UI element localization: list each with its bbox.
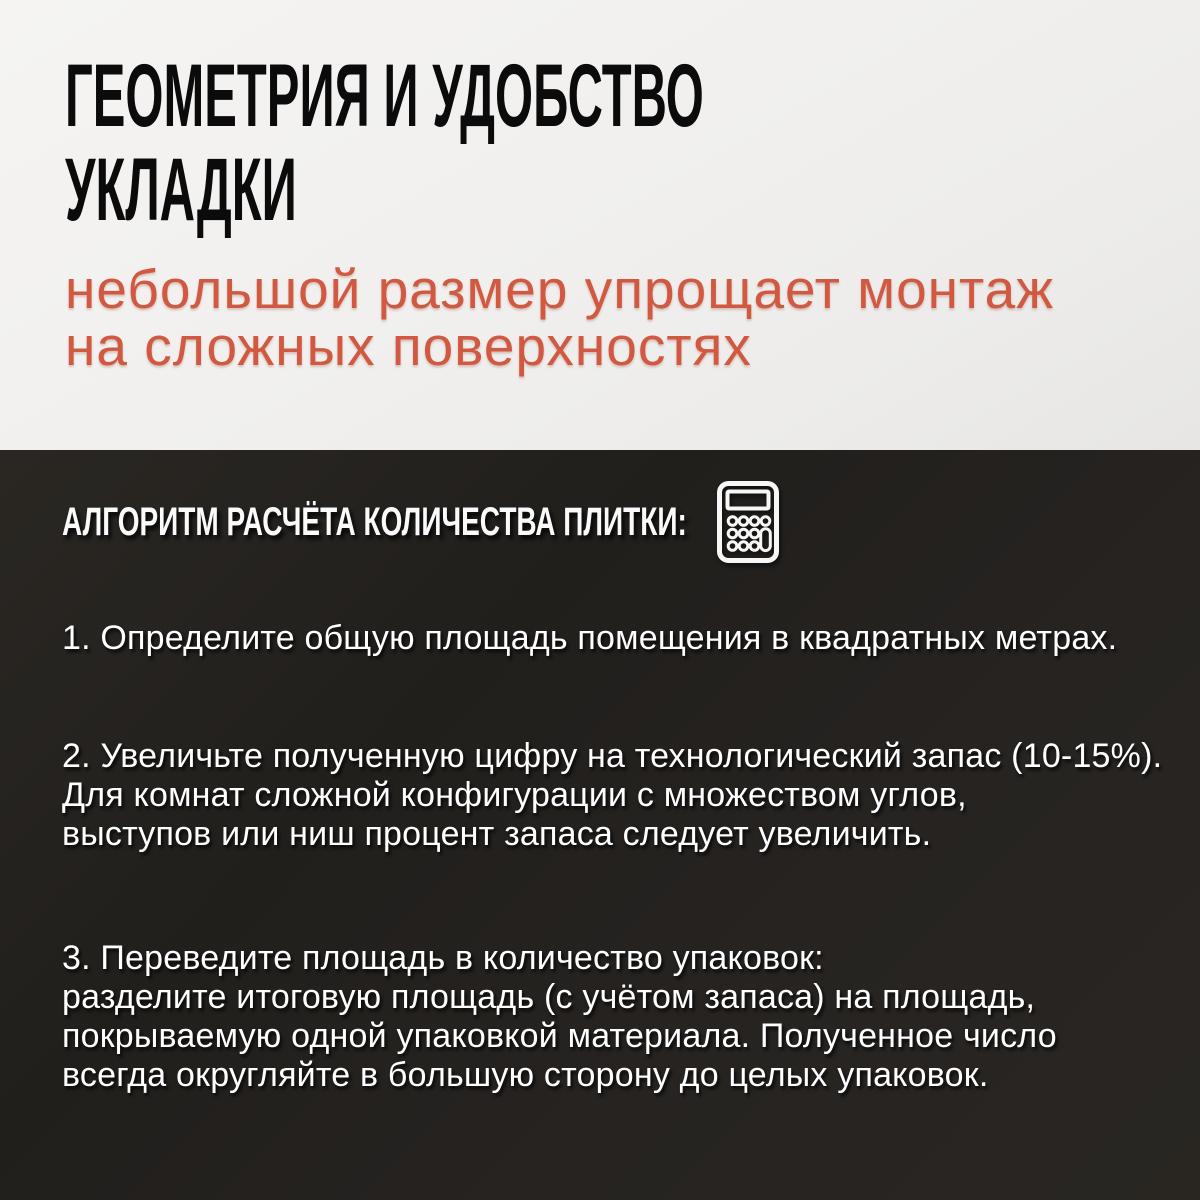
subtitle (65, 258, 1160, 377)
step-item-1 (62, 619, 1160, 658)
step-line: Для комнат сложной конфигурации с множеством углов, (62, 776, 967, 814)
title-line-2: УКЛАДКИ (65, 139, 297, 239)
title-line-1: ГЕОМЕТРИЯ И УДОБСТВО (65, 45, 704, 145)
subtitle-line-1: небольшой размер упрощает монтаж (65, 258, 1054, 320)
step-line: покрываемую одной упаковкой материала. Полученное число (62, 1017, 1057, 1055)
step-line: выступов или ниш процент запаса следует увеличить. (62, 815, 932, 853)
bottom-section (0, 450, 1200, 1200)
step-line: 1. Определите общую площадь помещения в квадратных метрах. (62, 619, 1118, 657)
subtitle-line-2: на сложных поверхностях (65, 315, 752, 377)
step-line: разделите итоговую площадь (с учётом запаса) на площадь, (62, 978, 1036, 1016)
calculator-icon (717, 481, 779, 563)
top-section (0, 0, 1200, 450)
section-heading-row (62, 481, 1160, 563)
section-heading (62, 499, 687, 545)
steps-list (62, 619, 1163, 1095)
page-title-text (65, 45, 704, 239)
step-line: 3. Переведите площадь в количество упаковок: (62, 939, 824, 977)
step-line: 2. Увеличьте полученную цифру на технологический запас (10-15%). (62, 737, 1163, 775)
step-item-2 (62, 737, 1163, 854)
step-item-3 (62, 939, 1160, 1095)
page-title (65, 45, 1160, 239)
step-line: всегда округляйте в большую сторону до целых упаковок. (62, 1056, 989, 1094)
section-heading-text: АЛГОРИТМ РАСЧЁТА КОЛИЧЕСТВА ПЛИТКИ: (62, 500, 687, 544)
